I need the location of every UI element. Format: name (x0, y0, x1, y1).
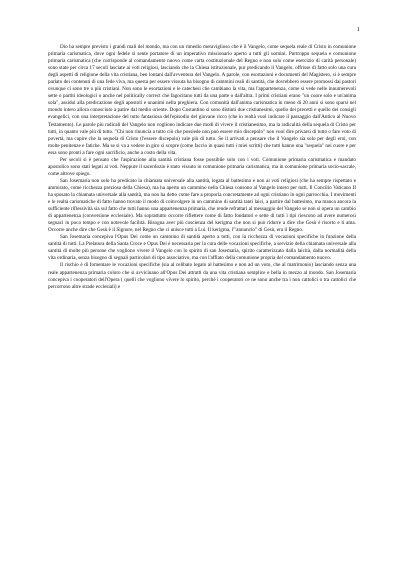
paragraph-1: Dio ha sempre previsto i grandi mali del mondo, ma con un rimedio meraviglioso che è il Vangelo, come sequela reale di Cristo in comunione primaria carismatica, dove ogni fedele si sente portatore di un imperativo missionario aperto a tutti gli uomini. Purtroppo sequela e comunione primaria carismatica (che corrisponde al comandamento nuovo come carta costituzionale del Regno e non solo come esercizio di carità personale) sono state per circa 17 secoli lasciate ai voti religiosi, lasciando che la Chiesa istituzionale, pur predicando il Vangelo, offrisse di fatto solo una cura degli aspetti di religione della vita cristiana, ben lontani dall'avventura del Vangelo. A parole, con esortazioni e documenti del Magistero, si è sempre parlato dei contenuti di una fede viva, ma questa per essere vissuta ha bisogno di cammini reali di santità, che dovrebbero essere promossi dai pastori ovunque ci sono tre o più cristiani. Non sono le esortazioni e le catechesi che cambiano la vita, ma l'appartenenza, come si vede nelle innumerevoli sette o partiti ideologici o anche nel politically correct che fagocitano tutti da una parte o dall'altra. I primi cristiani erano "un cuore solo e un'anima sola", assidui alla predicazione degli apostoli e unanimi nella preghiera. Con comunità dall'anima carismatica in meno di 20 anni si sono sparsi nel mondo intero allora conosciuto a patire dal medio oriente. Dopo Costantino si sono distinti due cristianesimi, quello dei precetti e quello dei consigli evangelici, con una interpretazione del tutto fantasiosa dell'episodio del giovane ricco (che in realtà vuol indicare il passaggio dall'Antico al Nuovo Testamento). Le parole più radicali del Vangelo non vogliono indicare due modi di vivere il cristianesimo, ma la radicalità della sequela di Cristo per tutti, in quanto vale più di tutto. "Chi non rinuncia a tutto ciò che possiede non può essere mio discepolo" non vuol dire privarsi di tutto o fare voto di povertà, ma capire che la sequela di Cristo (l'essere discepolo) vale più di tutto. Se il arrivati a pensare che il Vangelo sia solo per degli eroi, con molte penitenze e fatiche. Ma se si va a vedere in giro si scopre (come faccio in quasi tutti i miei scritti) che tutti hanno una "sequela" nei cuore e per essa sono pronti a fare ogni sacrificio, anche a costo della vita. (48, 44, 356, 156)
page-number: 1 (356, 26, 360, 33)
paragraph-4: San Josemaría concepiva l'Opus Dei come un cammino di santità aperto a tutti, con la ricchezza di vocazioni specifiche in funzione della santità di tutti. La Prelatura della Santa Croce e Opus Dei è necessaria per la cura delle vocazioni specifiche, a servizio della chiamata universale alla santità di molte più persone che vogliono vivere il Vangelo con lo spirito di san Josemaría, spirito caratterizzato dalla laicità, dalla normalità della vita ordinaria, senza bisogno di segnali particolari di tipo associativo, ma con l'afflato della comunione propria del comandamento nuovo. (48, 234, 356, 262)
body-text (48, 44, 356, 291)
paragraph-5: Il rischio è di fomentare le vocazioni specifiche (sia al celibato legato al battesimo e non ad un voto, che al matrimonio) lasciando senza una reale appartenenza primaria coloro che si avvicinano all'Opus Dei attratti da una vita cristiana semplice e bella in mezzo al mondo. San Josemaría concepiva i cooperatori dell'Opera ( quelli che vogliono vivere lo spirito, perché i cooperatori ce ne sono anche tra i non cattolici o tra cattolici che percorrono altre strade ecclesiali) e (48, 262, 356, 290)
paragraph-2: Per secoli si è pensato che l'aspirazione alla santità cristiana fosse possibile solo con i voti. Comunione primaria carismatica e mandato apostolico sono stati legati ai voti. Neppure il sacerdozio è stato vissuto in comunione primaria carismatica, ma in comunione primaria socio-sacrale, come altrove spiego. (48, 156, 356, 177)
paragraph-3: San Josemaría non solo ha predicato la chiamata universale alla santità, legata al battesimo e non ai voti religiosi (che ha sempre rispettato e ammirato, come ricchezza preziosa della Chiesa), ma ha aperto un cammino nella Chiesa consono al Vangelo intero per tutti. Il Concilio Vaticano II ha sposato la chiamata universale alla santità, ma non ha detto come fare a proporla concretamente ad ogni cristiano in ogni parrocchia. I movimenti e le realtà carismatiche di fatto hanno trovato il modo di coinvolgere in un cammino di santità tanti laici, a partire dal battesimo, ma manca ancora la sufficiente riflessività sia sul fatto che tutti hanno una appartenenza primaria, che rende refrattari al messaggio del Vangelo se non si opera un cambio di appartenenza (conversione ecclesiale). Ma soprattutto occorre riflettere come di fatto fondatori e sette di tutti i tipi riescono ad avere numerosi seguaci in poco tempo e con notevole facilità. Bisogna aver più coscienza del kerigma che non si può ridurre a dire che Gesù è risorto e ti ama. Occorre anche dire che Gesù è il Signore, nel Regno che ci unisce tutti a Lui. Il kerigma, l'"annuncio" di Gesù, era il Regno. (48, 177, 356, 234)
